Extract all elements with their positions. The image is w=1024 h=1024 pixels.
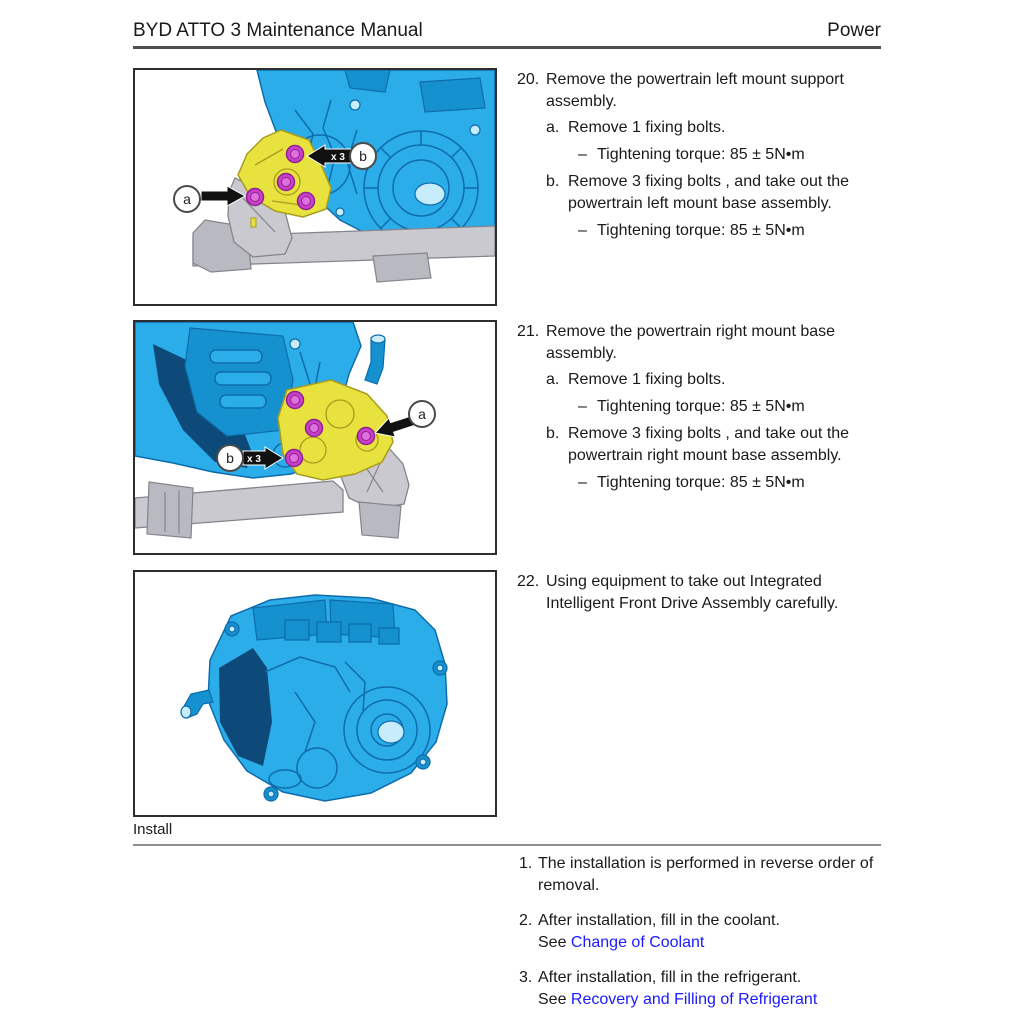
see-reference-row <box>538 932 881 954</box>
step-20 <box>517 69 881 247</box>
substep-list <box>546 117 881 242</box>
step-title: Remove the powertrain right mount base assembly. <box>546 323 836 362</box>
substep-label: a. <box>546 119 560 136</box>
right-mount-illustration <box>135 322 495 553</box>
see-label: See <box>538 934 567 951</box>
substep-text: Remove 1 fixing bolts. <box>568 371 726 388</box>
step-title: Remove the powertrain left mount support assembly. <box>546 71 844 110</box>
step-title-row <box>517 571 881 615</box>
substep-b <box>546 171 881 215</box>
install-step-body <box>538 910 881 954</box>
substep-label: b. <box>546 173 560 190</box>
see-label: See <box>538 991 567 1008</box>
header-section-label: Power <box>827 20 881 41</box>
svg-text:x 3: x 3 <box>331 152 345 163</box>
svg-text:a: a <box>418 406 426 422</box>
page-title: BYD ATTO 3 Maintenance Manual <box>133 20 423 41</box>
install-rule <box>133 844 881 846</box>
step-number: 22. <box>517 573 540 590</box>
dash-bullet: – <box>578 398 587 415</box>
substep-label: b. <box>546 425 560 442</box>
link-recovery-refrigerant[interactable]: Recovery and Filling of Refrigerant <box>570 991 818 1008</box>
install-step-number: 1. <box>519 855 533 872</box>
install-step-number: 2. <box>519 912 533 929</box>
torque-text: Tightening torque: 85 ± 5N•m <box>597 146 805 163</box>
step-number: 20. <box>517 71 540 88</box>
step-title-row <box>517 69 881 113</box>
step-number: 21. <box>517 323 540 340</box>
install-step-text: After installation, fill in the refrigerant. <box>538 969 802 986</box>
torque-note <box>578 396 881 418</box>
drive-assembly-illustration <box>135 572 495 815</box>
torque-note <box>578 220 881 242</box>
dash-bullet: – <box>578 474 587 491</box>
svg-text:b: b <box>359 148 367 164</box>
torque-text: Tightening torque: 85 ± 5N•m <box>597 474 805 491</box>
step-21 <box>517 321 881 499</box>
substep-text: Remove 3 fixing bolts , and take out the powertrain right mount base assembly. <box>568 425 850 464</box>
substep-text: Remove 1 fixing bolts. <box>568 119 726 136</box>
svg-text:b: b <box>226 450 234 466</box>
install-step-body <box>538 967 881 1011</box>
see-reference-row <box>538 989 881 1011</box>
figure-right-mount-base <box>133 320 497 555</box>
install-step-2 <box>519 910 881 954</box>
figure-left-mount-support <box>133 68 497 306</box>
link-change-of-coolant[interactable]: Change of Coolant <box>570 934 705 951</box>
svg-text:a: a <box>183 191 191 207</box>
substep-label: a. <box>546 371 560 388</box>
torque-text: Tightening torque: 85 ± 5N•m <box>597 222 805 239</box>
dash-bullet: – <box>578 146 587 163</box>
install-step-3 <box>519 967 881 1011</box>
install-step-body <box>538 853 881 897</box>
substep-text: Remove 3 fixing bolts , and take out the powertrain left mount base assembly. <box>568 173 850 212</box>
torque-note <box>578 144 881 166</box>
step-title: Using equipment to take out Integrated Intelligent Front Drive Assembly carefully. <box>546 573 839 612</box>
install-step-text: The installation is performed in reverse order of removal. <box>538 855 874 894</box>
torque-text: Tightening torque: 85 ± 5N•m <box>597 398 805 415</box>
figure-front-drive-assembly <box>133 570 497 817</box>
torque-note <box>578 472 881 494</box>
substep-list <box>546 369 881 494</box>
install-step-1 <box>519 853 881 897</box>
page-header <box>133 20 881 42</box>
install-list <box>519 853 881 1011</box>
substep-a <box>546 117 881 139</box>
left-mount-illustration <box>135 70 495 304</box>
header-rule <box>133 46 881 49</box>
install-heading: Install <box>133 821 173 838</box>
svg-text:x 3: x 3 <box>247 454 261 465</box>
substep-a <box>546 369 881 391</box>
substep-b <box>546 423 881 467</box>
dash-bullet: – <box>578 222 587 239</box>
install-step-text: After installation, fill in the coolant. <box>538 912 780 929</box>
step-title-row <box>517 321 881 365</box>
step-22 <box>517 571 881 615</box>
install-step-number: 3. <box>519 969 533 986</box>
